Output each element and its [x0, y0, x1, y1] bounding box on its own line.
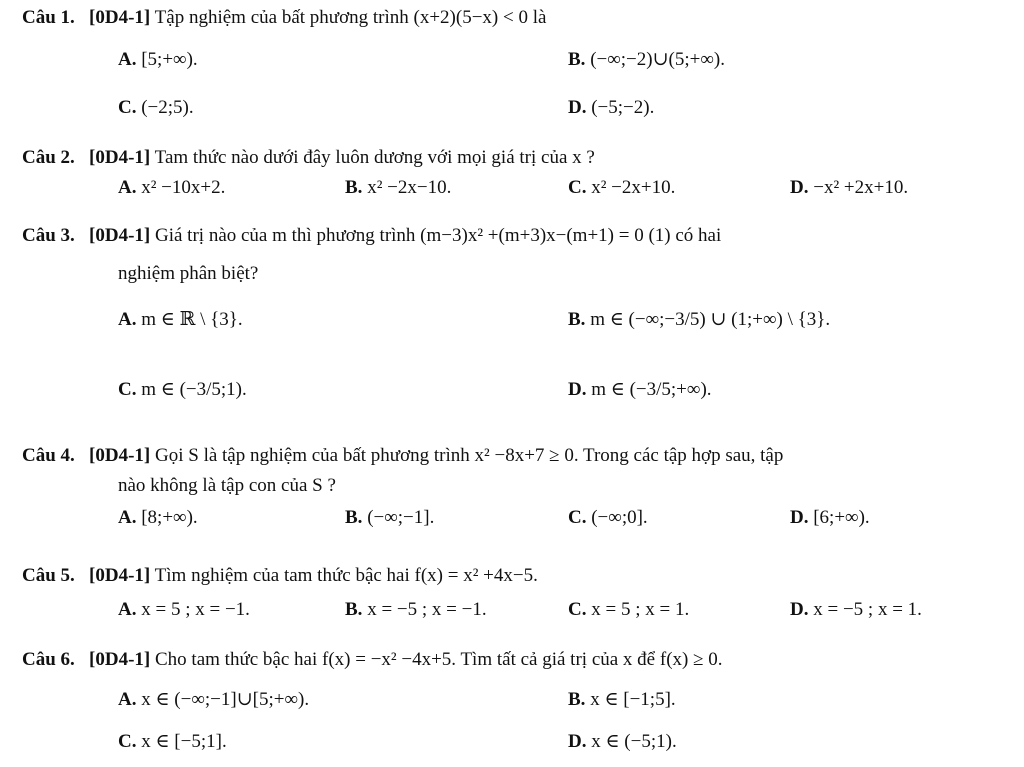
option-value: (−5;−2). — [591, 97, 655, 118]
option-value: m ∈ (−3/5;+∞). — [591, 379, 712, 400]
question-text-continued: nào không là tập con của S ? — [118, 475, 336, 496]
option-label: D. — [568, 731, 587, 752]
question-number: Câu 6. — [22, 649, 75, 670]
question-tag: [0D4-1] — [89, 225, 151, 246]
option-value: x = 5 ; x = 1. — [591, 599, 690, 620]
option-label: B. — [568, 309, 586, 330]
question-3-option-b[interactable] — [568, 308, 830, 332]
question-5-option-d[interactable] — [790, 598, 922, 622]
question-2-stem — [22, 146, 595, 170]
question-5-option-a[interactable] — [118, 598, 250, 622]
option-value: x = −5 ; x = 1. — [813, 599, 922, 620]
question-2-option-a[interactable] — [118, 176, 225, 200]
question-tag: [0D4-1] — [89, 147, 151, 168]
question-1-option-d[interactable] — [568, 96, 654, 120]
question-tag: [0D4-1] — [89, 565, 151, 586]
question-text: Tập nghiệm của bất phương trình (x+2)(5−x) < 0 là — [154, 7, 547, 28]
option-value: x² −2x+10. — [591, 177, 676, 198]
question-tag: [0D4-1] — [89, 7, 151, 28]
option-value: x ∈ (−5;1). — [591, 731, 677, 752]
question-number: Câu 5. — [22, 565, 75, 586]
question-number: Câu 3. — [22, 225, 75, 246]
question-1-option-c[interactable] — [118, 96, 194, 120]
option-label: C. — [118, 731, 137, 752]
question-number: Câu 4. — [22, 445, 75, 466]
question-4-option-c[interactable] — [568, 506, 648, 530]
option-value: [5;+∞). — [141, 49, 198, 70]
option-value: (−∞;−2)∪(5;+∞). — [590, 49, 725, 70]
question-6-option-d[interactable] — [568, 730, 677, 754]
option-label: C. — [568, 507, 587, 528]
option-label: D. — [790, 507, 809, 528]
option-value: x² −10x+2. — [141, 177, 226, 198]
question-4-option-b[interactable] — [345, 506, 434, 530]
option-label: B. — [568, 689, 586, 710]
option-value: x ∈ [−1;5]. — [590, 689, 676, 710]
option-value: (−∞;−1]. — [367, 507, 435, 528]
option-value: x ∈ [−5;1]. — [141, 731, 227, 752]
question-1-option-a[interactable] — [118, 48, 198, 72]
option-value: (−2;5). — [141, 97, 194, 118]
question-2-option-c[interactable] — [568, 176, 675, 200]
question-5-option-c[interactable] — [568, 598, 689, 622]
option-label: B. — [345, 599, 363, 620]
option-label: C. — [568, 177, 587, 198]
option-label: D. — [790, 177, 809, 198]
question-3-option-a[interactable] — [118, 308, 243, 332]
option-label: A. — [118, 599, 137, 620]
question-text: Cho tam thức bậc hai f(x) = −x² −4x+5. Tìm tất cả giá trị của x để f(x) ≥ 0. — [155, 649, 723, 670]
question-5-stem — [22, 564, 538, 588]
option-value: [6;+∞). — [813, 507, 870, 528]
option-label: B. — [345, 507, 363, 528]
option-value: x ∈ (−∞;−1]∪[5;+∞). — [141, 689, 310, 710]
question-4-stem-continued — [118, 474, 336, 498]
question-4-stem — [22, 444, 783, 468]
question-text: Giá trị nào của m thì phương trình (m−3)x² +(m+3)x−(m+1) = 0 (1) có hai — [155, 225, 722, 246]
option-label: D. — [568, 97, 587, 118]
question-text-continued: nghiệm phân biệt? — [118, 263, 259, 284]
question-6-option-a[interactable] — [118, 688, 309, 712]
option-label: A. — [118, 309, 137, 330]
option-label: B. — [345, 177, 363, 198]
question-3-stem — [22, 224, 721, 248]
option-label: A. — [118, 689, 137, 710]
option-value: [8;+∞). — [141, 507, 198, 528]
option-label: D. — [568, 379, 587, 400]
question-number: Câu 2. — [22, 147, 75, 168]
question-1-stem — [22, 6, 546, 30]
question-1-option-b[interactable] — [568, 48, 725, 72]
question-3-stem-continued — [118, 262, 258, 286]
question-4-option-a[interactable] — [118, 506, 198, 530]
option-value: x = 5 ; x = −1. — [141, 599, 250, 620]
question-3-option-d[interactable] — [568, 378, 712, 402]
option-label: D. — [790, 599, 809, 620]
option-label: A. — [118, 507, 137, 528]
option-value: m ∈ (−∞;−3/5) ∪ (1;+∞) \ {3}. — [590, 309, 831, 330]
option-value: x = −5 ; x = −1. — [367, 599, 487, 620]
option-value: m ∈ (−3/5;1). — [141, 379, 247, 400]
option-value: m ∈ ℝ \ {3}. — [141, 309, 243, 330]
question-tag: [0D4-1] — [89, 649, 151, 670]
question-6-option-c[interactable] — [118, 730, 227, 754]
question-tag: [0D4-1] — [89, 445, 151, 466]
question-2-option-b[interactable] — [345, 176, 451, 200]
option-label: C. — [568, 599, 587, 620]
option-value: x² −2x−10. — [367, 177, 452, 198]
question-number: Câu 1. — [22, 7, 75, 28]
option-value: (−∞;0]. — [591, 507, 648, 528]
option-label: C. — [118, 379, 137, 400]
question-4-option-d[interactable] — [790, 506, 870, 530]
question-text: Gọi S là tập nghiệm của bất phương trình x² −8x+7 ≥ 0. Trong các tập hợp sau, tập — [155, 445, 784, 466]
question-text: Tìm nghiệm của tam thức bậc hai f(x) = x² +4x−5. — [154, 565, 538, 586]
question-6-stem — [22, 648, 723, 672]
option-label: A. — [118, 177, 137, 198]
option-value: −x² +2x+10. — [813, 177, 909, 198]
question-6-option-b[interactable] — [568, 688, 676, 712]
question-3-option-c[interactable] — [118, 378, 247, 402]
question-text: Tam thức nào dưới đây luôn dương với mọi giá trị của x ? — [154, 147, 595, 168]
question-2-option-d[interactable] — [790, 176, 908, 200]
option-label: C. — [118, 97, 137, 118]
option-label: A. — [118, 49, 137, 70]
option-label: B. — [568, 49, 586, 70]
question-5-option-b[interactable] — [345, 598, 487, 622]
